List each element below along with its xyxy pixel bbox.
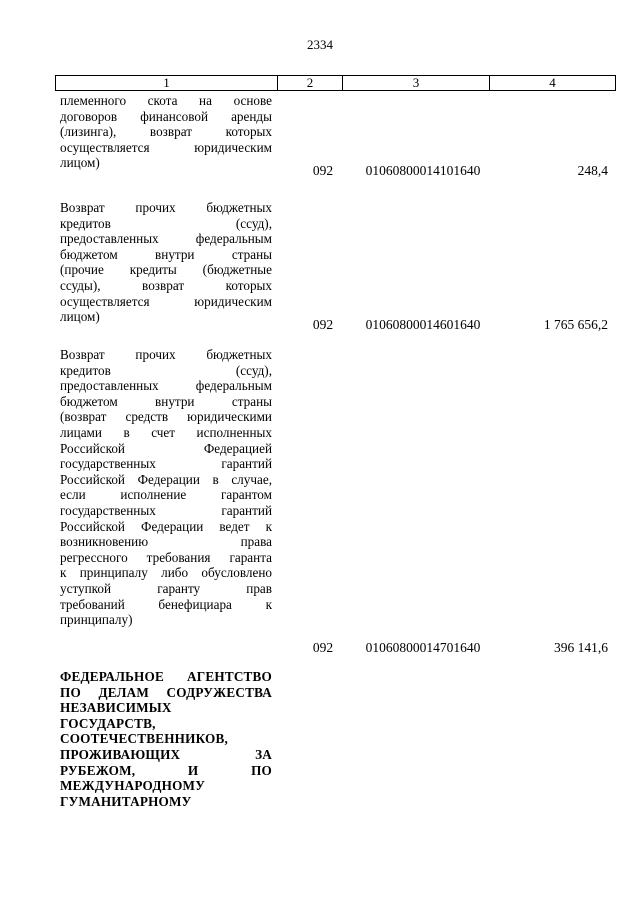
column-header-3: 3 — [343, 76, 490, 90]
table-row — [60, 200, 616, 332]
description-line: к принципалу либо обусловлено — [60, 565, 272, 581]
description-line: Российской Федерацией — [60, 440, 272, 456]
table-row — [60, 669, 616, 809]
column-header-1: 1 — [56, 76, 278, 90]
description-line: МЕЖДУНАРОДНОМУ — [60, 778, 206, 794]
description-line: принципалу) — [60, 612, 133, 628]
description-line: лицом) — [60, 155, 100, 171]
description-line: лицом) — [60, 309, 100, 325]
page-number: 2334 — [307, 37, 333, 52]
budget-code: 01060800014101640 — [365, 163, 481, 178]
description-line: (прочие кредиты (бюджетные — [60, 262, 272, 278]
amount: 248,4 — [577, 163, 608, 178]
column-header-2: 2 — [278, 76, 343, 90]
description-line: уступкой гаранту прав — [60, 580, 272, 596]
budget-code: 01060800014701640 — [365, 640, 481, 655]
description-line: ФЕДЕРАЛЬНОЕ АГЕНТСТВО — [60, 669, 272, 684]
column-header-4: 4 — [549, 75, 556, 90]
budget-code: 01060800014601640 — [365, 317, 481, 332]
description-line: кредитов (ссуд), — [60, 362, 272, 378]
description-line: ссуды), возврат которых — [60, 277, 272, 293]
agency-code: 092 — [312, 640, 334, 655]
description-line: если исполнение гарантом — [60, 487, 272, 503]
description-line: возникновению права — [60, 534, 272, 550]
description-line: ГУМАНИТАРНОМУ — [60, 793, 192, 809]
description-line: (лизинга), возврат которых — [60, 124, 272, 140]
description-line: регрессного требования гаранта — [60, 549, 272, 565]
table-row — [60, 347, 616, 655]
description-line: Возврат прочих бюджетных — [60, 347, 272, 362]
table-header — [55, 75, 616, 91]
description-line: племенного скота на основе — [60, 93, 272, 108]
row-description — [60, 93, 272, 171]
description-line: требований бенефициара к — [60, 596, 272, 612]
agency-code: 092 — [312, 317, 334, 332]
description-line: (возврат средств юридическими — [60, 409, 272, 425]
description-line: Российской Федерации ведет к — [60, 518, 272, 534]
description-line: предоставленных федеральным — [60, 378, 272, 394]
description-line: бюджетом внутри страны — [60, 393, 272, 409]
description-line: государственных гарантий — [60, 502, 272, 518]
description-line: договоров финансовой аренды — [60, 108, 272, 124]
table-row — [60, 93, 616, 178]
agency-heading — [60, 669, 272, 809]
amount: 396 141,6 — [554, 640, 608, 655]
description-line: кредитов (ссуд), — [60, 215, 272, 231]
agency-code: 092 — [312, 163, 334, 178]
description-line: лицами в счет исполненных — [60, 424, 272, 440]
row-description — [60, 200, 272, 325]
amount: 1 765 656,2 — [543, 317, 608, 332]
description-line: бюджетом внутри страны — [60, 246, 272, 262]
description-line: СООТЕЧЕСТВЕННИКОВ, — [60, 731, 228, 747]
description-line: ГОСУДАРСТВ, — [60, 715, 156, 731]
description-line: осуществляется юридическим — [60, 139, 272, 155]
description-line: ПРОЖИВАЮЩИХ ЗА — [60, 746, 272, 762]
description-line: Российской Федерации в случае, — [60, 471, 272, 487]
description-line: государственных гарантий — [60, 456, 272, 472]
description-line: РУБЕЖОМ, И ПО — [60, 762, 272, 778]
description-line: Возврат прочих бюджетных — [60, 200, 272, 215]
row-description — [60, 347, 272, 628]
description-line: предоставленных федеральным — [60, 231, 272, 247]
description-line: ПО ДЕЛАМ СОДРУЖЕСТВА — [60, 684, 272, 700]
description-line: осуществляется юридическим — [60, 293, 272, 309]
description-line: НЕЗАВИСИМЫХ — [60, 700, 172, 716]
